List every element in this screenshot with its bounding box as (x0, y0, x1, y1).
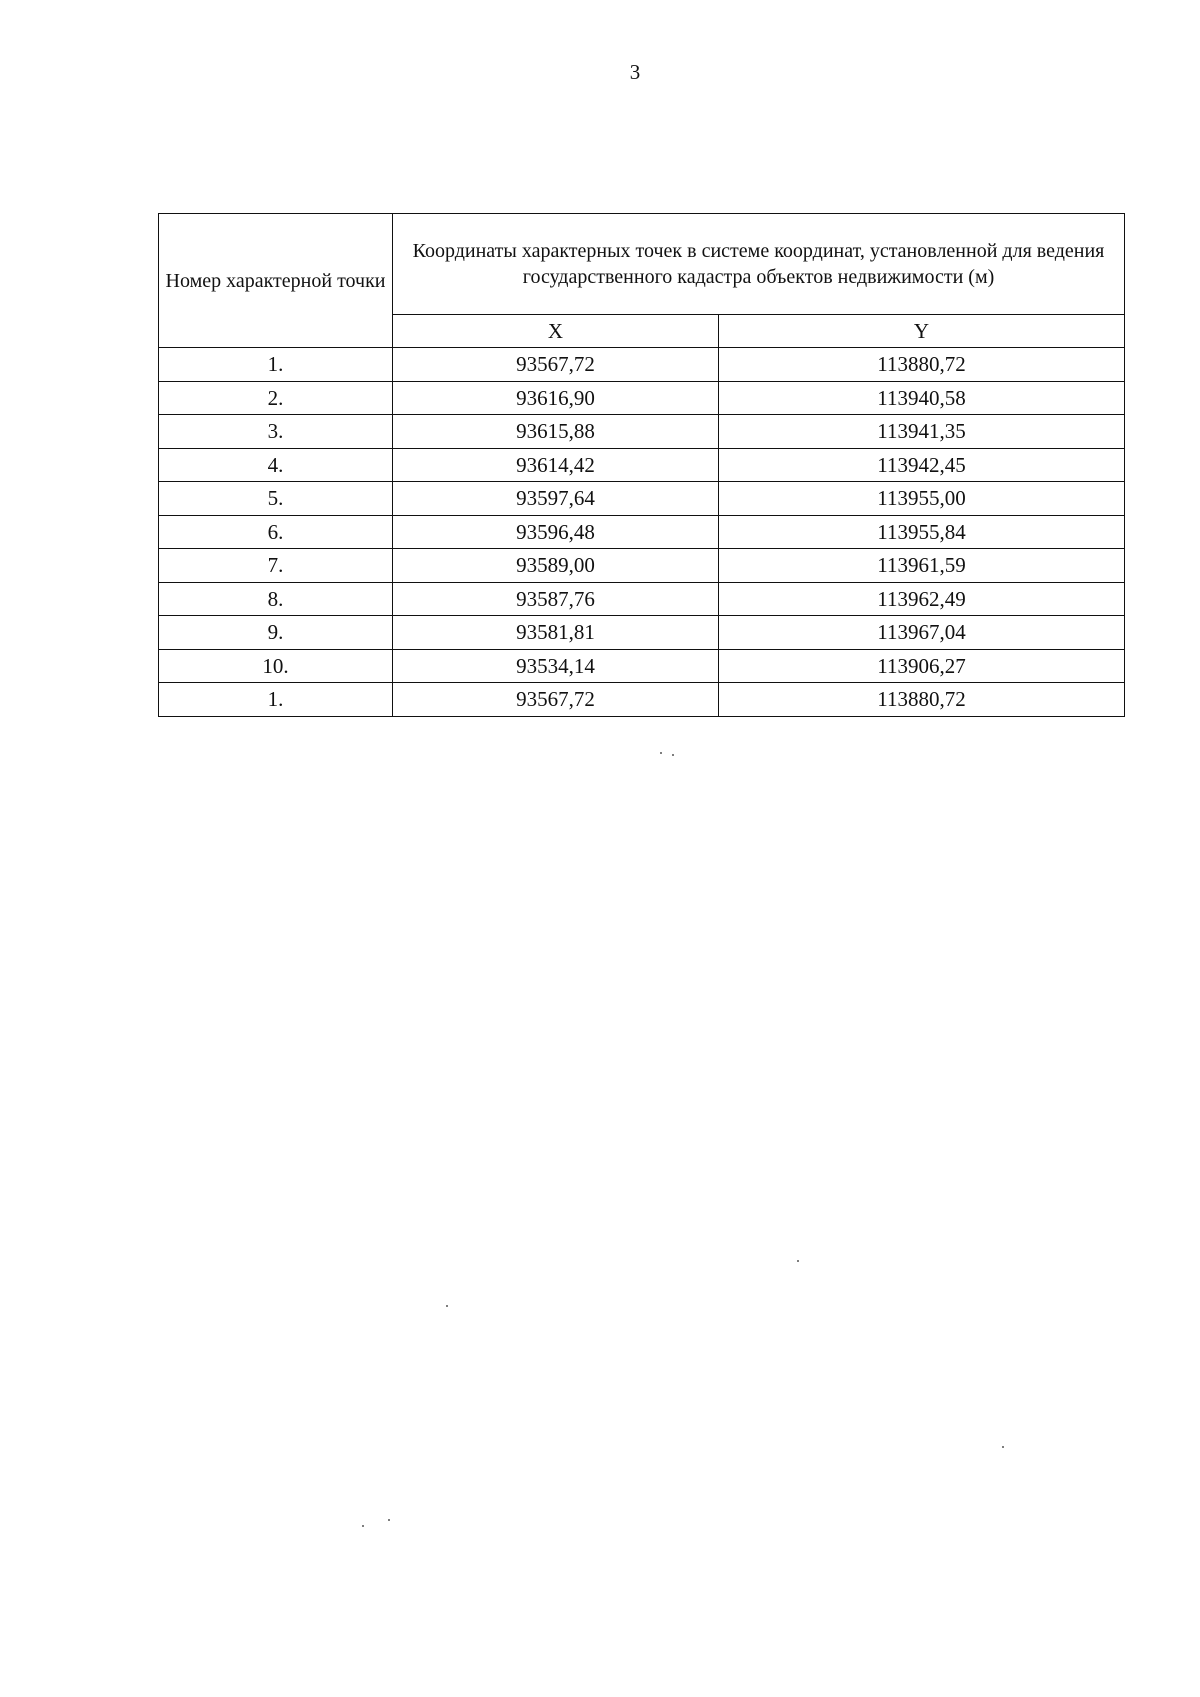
y-cell: 113962,49 (719, 582, 1125, 616)
coordinates-table (158, 213, 1125, 717)
x-cell: 93567,72 (393, 348, 719, 382)
scan-speck (672, 754, 674, 756)
point-number-cell: 8. (159, 582, 393, 616)
x-cell: 93614,42 (393, 448, 719, 482)
table-row (159, 515, 1125, 549)
y-cell: 113961,59 (719, 549, 1125, 583)
x-cell: 93615,88 (393, 415, 719, 449)
y-cell: 113906,27 (719, 649, 1125, 683)
point-number-cell: 5. (159, 482, 393, 516)
table-row (159, 683, 1125, 717)
x-cell: 93534,14 (393, 649, 719, 683)
table-row (159, 582, 1125, 616)
point-number-cell: 2. (159, 381, 393, 415)
x-cell: 93589,00 (393, 549, 719, 583)
y-cell: 113880,72 (719, 348, 1125, 382)
table-row (159, 381, 1125, 415)
point-number-cell: 1. (159, 348, 393, 382)
point-number-cell: 10. (159, 649, 393, 683)
table-row (159, 482, 1125, 516)
y-cell: 113880,72 (719, 683, 1125, 717)
scan-speck (660, 752, 662, 754)
x-cell: 93581,81 (393, 616, 719, 650)
y-cell: 113955,00 (719, 482, 1125, 516)
x-cell: 93567,72 (393, 683, 719, 717)
table-header (159, 214, 1125, 348)
table-row (159, 415, 1125, 449)
scan-speck (1002, 1446, 1004, 1448)
point-number-cell: 9. (159, 616, 393, 650)
table-row (159, 649, 1125, 683)
page-number: 3 (629, 60, 641, 84)
header-x: X (393, 315, 719, 348)
table-body (159, 348, 1125, 717)
x-cell: 93596,48 (393, 515, 719, 549)
x-cell: 93597,64 (393, 482, 719, 516)
y-cell: 113942,45 (719, 448, 1125, 482)
table-row (159, 348, 1125, 382)
point-number-cell: 3. (159, 415, 393, 449)
point-number-cell: 6. (159, 515, 393, 549)
header-point-number: Номер характерной точки (159, 214, 393, 348)
scan-speck (388, 1519, 390, 1521)
table-row (159, 616, 1125, 650)
scan-speck (446, 1305, 448, 1307)
point-number-cell: 1. (159, 683, 393, 717)
header-y: Y (719, 315, 1125, 348)
x-cell: 93587,76 (393, 582, 719, 616)
y-cell: 113941,35 (719, 415, 1125, 449)
table-row (159, 448, 1125, 482)
x-cell: 93616,90 (393, 381, 719, 415)
y-cell: 113967,04 (719, 616, 1125, 650)
y-cell: 113940,58 (719, 381, 1125, 415)
table-row (159, 549, 1125, 583)
point-number-cell: 4. (159, 448, 393, 482)
scan-speck (362, 1525, 364, 1527)
y-cell: 113955,84 (719, 515, 1125, 549)
point-number-cell: 7. (159, 549, 393, 583)
header-coordinates: Координаты характерных точек в системе координат, установленной для ведения государственного кадастра объектов недвижимости (м) (393, 214, 1125, 315)
scan-speck (797, 1260, 799, 1262)
